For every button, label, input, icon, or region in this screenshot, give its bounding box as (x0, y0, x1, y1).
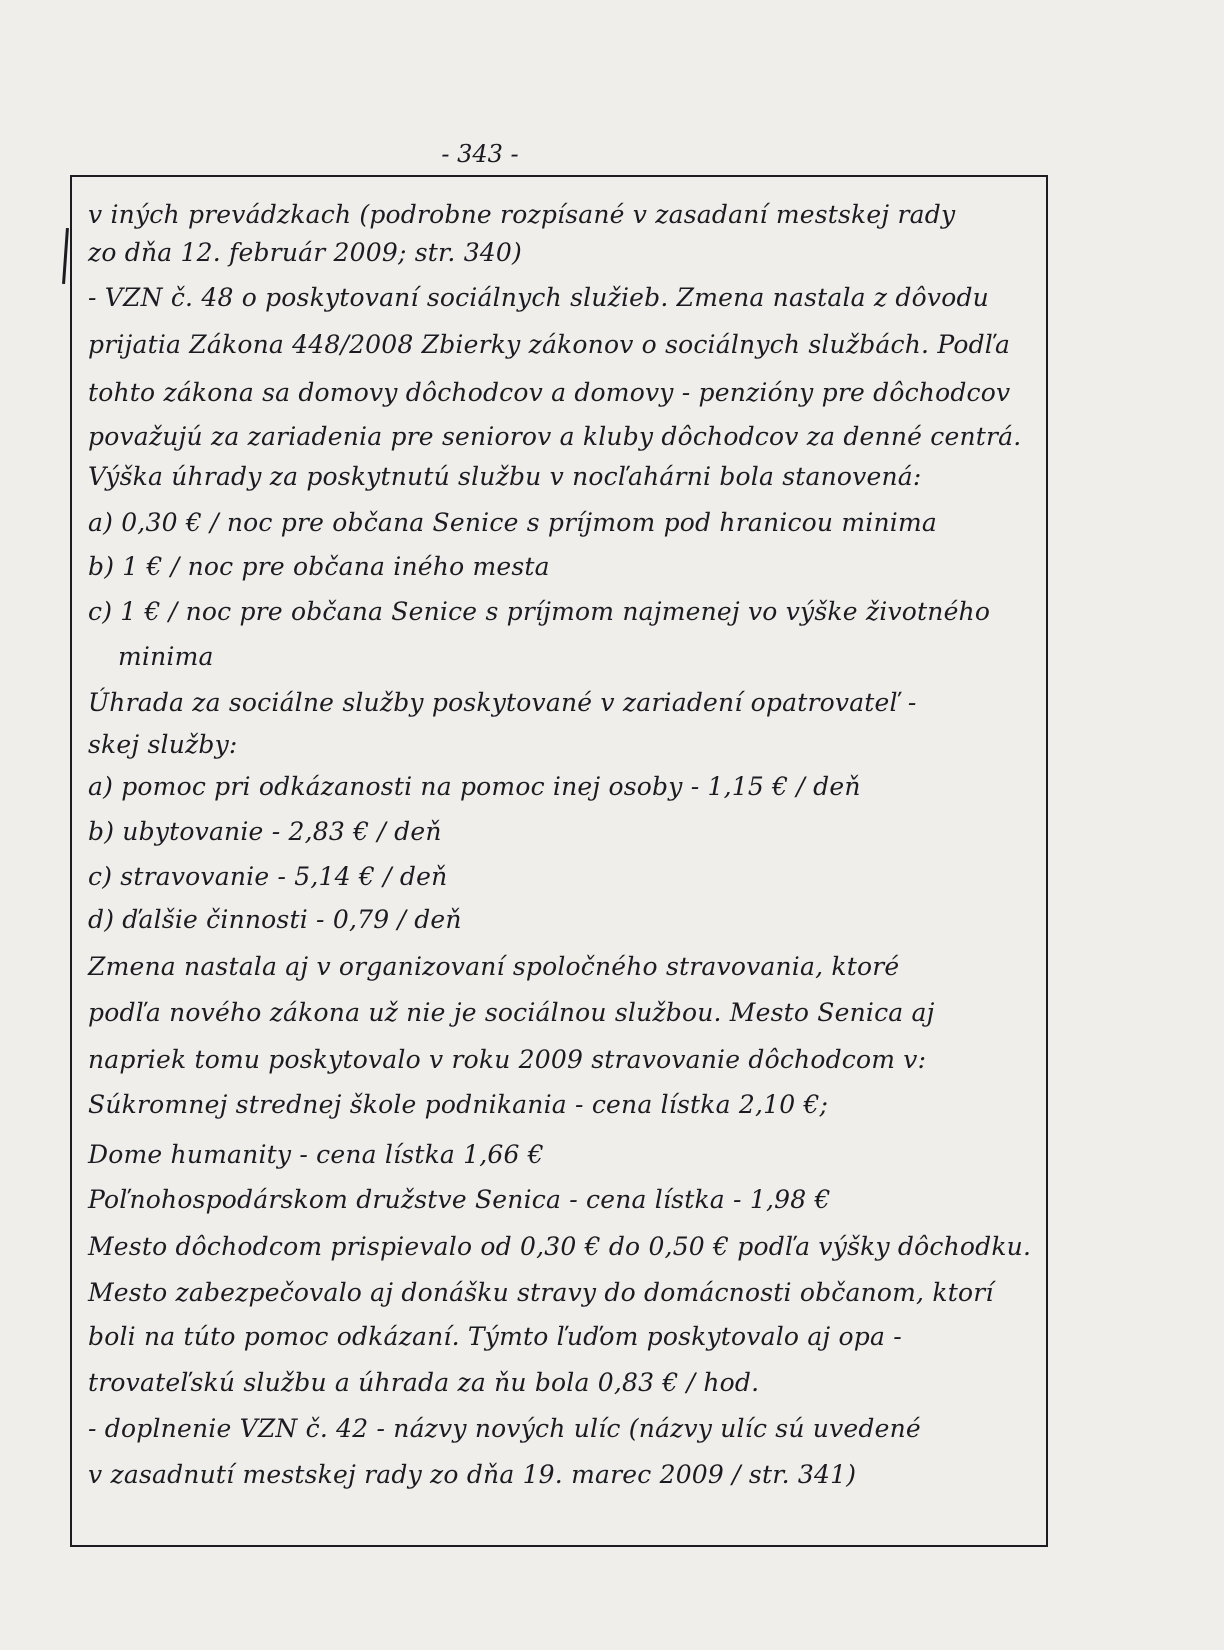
text-line: Mesto dôchodcom prispievalo od 0,30 € do 0,50 € podľa výšky dôchodku. (88, 1232, 1032, 1261)
text-line: Poľnohospodárskom družstve Senica - cena lístka - 1,98 € (88, 1185, 831, 1214)
text-line: c) stravovanie - 5,14 € / deň (88, 862, 448, 891)
text-line: napriek tomu poskytovalo v roku 2009 stravovanie dôchodcom v: (88, 1045, 927, 1074)
text-line: Zmena nastala aj v organizovaní spoločného stravovania, ktoré (88, 952, 900, 981)
text-line: d) ďalšie činnosti - 0,79 / deň (88, 905, 462, 934)
text-line: minima (118, 642, 214, 671)
text-line: Úhrada za sociálne služby poskytované v zariadení opatrovateľ - (88, 688, 917, 717)
text-line: skej služby: (88, 730, 238, 759)
text-line: boli na túto pomoc odkázaní. Týmto ľuďom poskytovalo aj opa - (88, 1322, 902, 1351)
text-line: Súkromnej strednej škole podnikania - cena lístka 2,10 €; (88, 1090, 829, 1119)
text-line: Mesto zabezpečovalo aj donášku stravy do domácnosti občanom, ktorí (88, 1278, 994, 1307)
text-line: v zasadnutí mestskej rady zo dňa 19. marec 2009 / str. 341) (88, 1460, 857, 1489)
text-line: - doplnenie VZN č. 42 - názvy nových ulíc (názvy ulíc sú uvedené (88, 1414, 921, 1443)
text-line: v iných prevádzkach (podrobne rozpísané v zasadaní mestskej rady (88, 200, 956, 229)
text-line: tohto zákona sa domovy dôchodcov a domovy - penzióny pre dôchodcov (88, 378, 1011, 407)
text-line: a) pomoc pri odkázanosti na pomoc inej osoby - 1,15 € / deň (88, 772, 861, 801)
page-number: - 343 - (441, 140, 519, 168)
text-line: b) 1 € / noc pre občana iného mesta (88, 552, 550, 581)
text-line: Dome humanity - cena lístka 1,66 € (88, 1140, 544, 1169)
text-line: prijatia Zákona 448/2008 Zbierky zákonov o sociálnych službách. Podľa (88, 330, 1011, 359)
text-line: - VZN č. 48 o poskytovaní sociálnych služieb. Zmena nastala z dôvodu (88, 283, 989, 312)
margin-mark (62, 228, 69, 284)
text-line: podľa nového zákona už nie je sociálnou službou. Mesto Senica aj (88, 998, 935, 1027)
text-line: Výška úhrady za poskytnutú službu v nocľahárni bola stanovená: (88, 462, 922, 491)
text-line: c) 1 € / noc pre občana Senice s príjmom najmenej vo výške životného (88, 597, 991, 626)
text-line: zo dňa 12. február 2009; str. 340) (88, 238, 522, 267)
text-line: považujú za zariadenia pre seniorov a kluby dôchodcov za denné centrá. (88, 422, 1022, 451)
text-line: a) 0,30 € / noc pre občana Senice s príjmom pod hranicou minima (88, 508, 937, 537)
text-line: trovateľskú službu a úhrada za ňu bola 0,83 € / hod. (88, 1368, 760, 1397)
text-line: b) ubytovanie - 2,83 € / deň (88, 817, 442, 846)
